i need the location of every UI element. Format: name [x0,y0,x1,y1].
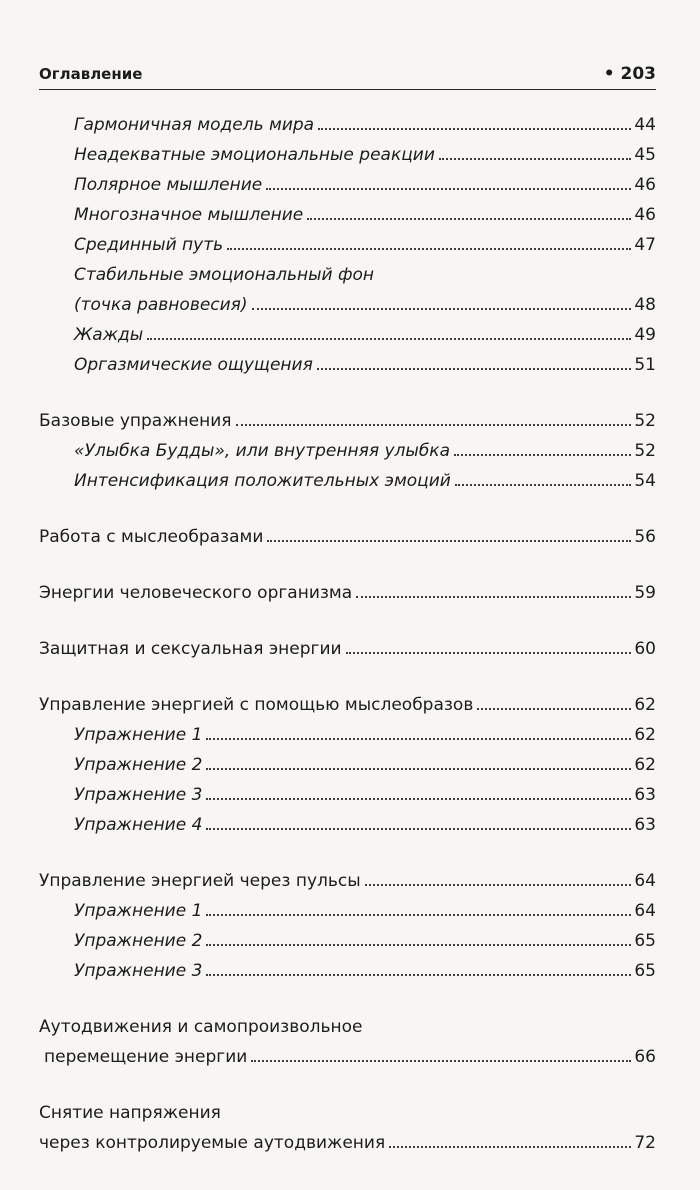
toc-entry-title: Аутодвижения и самопроизвольное [39,1017,363,1037]
toc-entry-page: 47 [634,235,656,255]
toc-entry-title: Упражнение 2 [74,931,203,951]
toc-entry-page: 46 [634,175,656,195]
toc-entry-page: 48 [634,295,656,315]
toc-entry[interactable] [39,110,656,140]
toc-entry[interactable] [39,810,656,840]
dot-leader [206,768,631,770]
toc-entry-title: Управление энергией с помощью мыслеобразов [39,695,474,715]
toc-entry-title: Работа с мыслеобразами [39,527,264,547]
dot-leader [206,974,631,976]
dot-leader [454,454,631,456]
dot-leader [356,596,631,598]
toc-entry-page: 46 [634,205,656,225]
toc-entry-title: Многозначное мышление [74,205,304,225]
toc-entry[interactable] [39,956,656,986]
toc-entry-page: 62 [634,695,656,715]
dot-leader [206,738,631,740]
toc-entry-title: (точка равновесия) [74,295,248,315]
toc-entry[interactable] [39,1042,656,1072]
toc-entry-title: Интенсификация положительных эмоций [74,471,451,491]
table-of-contents [39,110,656,1158]
toc-entry-title: Базовые упражнения [39,411,232,431]
toc-entry-page: 45 [634,145,656,165]
toc-entry-title: Упражнение 2 [74,755,203,775]
toc-entry-page: 62 [634,755,656,775]
toc-entry-title: Гармоничная модель мира [74,115,315,135]
toc-entry[interactable] [39,1098,656,1128]
toc-entry[interactable] [39,690,656,720]
toc-entry-page: 65 [634,931,656,951]
toc-entry[interactable] [39,578,656,608]
dot-leader [439,158,631,160]
toc-entry-page: 59 [634,583,656,603]
toc-entry-page: 62 [634,725,656,745]
toc-entry[interactable] [39,230,656,260]
dot-leader [389,1146,631,1148]
section-gap [39,552,656,578]
toc-entry[interactable] [39,896,656,926]
dot-leader [236,424,632,426]
dot-leader [365,884,632,886]
toc-entry[interactable] [39,866,656,896]
section-gap [39,840,656,866]
toc-entry-page: 52 [634,441,656,461]
toc-entry-title: Упражнение 3 [74,961,203,981]
dot-leader [317,368,632,370]
toc-entry-page: 63 [634,785,656,805]
toc-entry-page: 51 [634,355,656,375]
toc-entry[interactable] [39,780,656,810]
toc-entry-title: Жажды [74,325,144,345]
toc-entry[interactable] [39,466,656,496]
toc-entry-page: 52 [634,411,656,431]
toc-entry[interactable] [39,320,656,350]
dot-leader [206,798,631,800]
toc-entry[interactable] [39,350,656,380]
toc-entry-page: 64 [634,871,656,891]
toc-entry-title: Оргазмические ощущения [74,355,313,375]
toc-entry-title: Полярное мышление [74,175,263,195]
toc-entry-title: Стабильные эмоциональный фон [74,265,375,285]
toc-entry[interactable] [39,406,656,436]
toc-entry[interactable] [39,1012,656,1042]
toc-entry-page: 64 [634,901,656,921]
toc-entry-page: 66 [634,1047,656,1067]
toc-entry-title: Снятие напряжения [39,1103,221,1123]
section-gap [39,496,656,522]
toc-entry[interactable] [39,436,656,466]
toc-entry-page: 54 [634,471,656,491]
toc-entry-title: Неадекватные эмоциональные реакции [74,145,435,165]
toc-entry[interactable] [39,290,656,320]
toc-entry[interactable] [39,720,656,750]
dot-leader [206,828,631,830]
dot-leader [227,248,631,250]
toc-entry[interactable] [39,1128,656,1158]
dot-leader [251,1060,631,1062]
section-gap [39,608,656,634]
toc-entry[interactable] [39,634,656,664]
dot-leader [307,218,631,220]
dot-leader [455,484,632,486]
toc-entry[interactable] [39,170,656,200]
toc-entry-title: Защитная и сексуальная энергии [39,639,342,659]
dot-leader [147,338,631,340]
dot-leader [206,944,631,946]
dot-leader [346,652,632,654]
toc-entry-title: Энергии человеческого организма [39,583,353,603]
toc-entry-page: 72 [634,1133,656,1153]
toc-entry-title: Срединный путь [74,235,224,255]
toc-entry[interactable] [39,522,656,552]
dot-leader [477,708,631,710]
toc-entry[interactable] [39,260,656,290]
toc-entry[interactable] [39,140,656,170]
dot-leader [266,188,631,190]
running-header [39,62,656,86]
toc-entry-title: Управление энергией через пульсы [39,871,361,891]
dot-leader [252,308,632,310]
toc-entry-title: Упражнение 1 [74,901,203,921]
toc-entry-page: 44 [634,115,656,135]
toc-entry-page: 63 [634,815,656,835]
page-number: • 203 [603,64,656,84]
toc-entry-title: Упражнение 3 [74,785,203,805]
toc-entry-title: перемещение энергии [44,1047,248,1067]
section-gap [39,380,656,406]
toc-entry-page: 60 [634,639,656,659]
section-title: Оглавление [39,65,143,83]
toc-entry-title: через контролируемые аутодвижения [39,1133,386,1153]
toc-entry[interactable] [39,200,656,230]
dot-leader [318,128,631,130]
toc-entry-title: Упражнение 1 [74,725,203,745]
toc-entry-title: «Улыбка Будды», или внутренняя улыбка [74,441,450,461]
header-rule [39,89,656,90]
dot-leader [206,914,631,916]
section-gap [39,1072,656,1098]
dot-leader [267,540,631,542]
toc-entry[interactable] [39,750,656,780]
toc-entry-page: 65 [634,961,656,981]
toc-entry-page: 49 [634,325,656,345]
toc-entry-title: Упражнение 4 [74,815,203,835]
toc-entry[interactable] [39,926,656,956]
toc-entry-page: 56 [634,527,656,547]
section-gap [39,986,656,1012]
section-gap [39,664,656,690]
